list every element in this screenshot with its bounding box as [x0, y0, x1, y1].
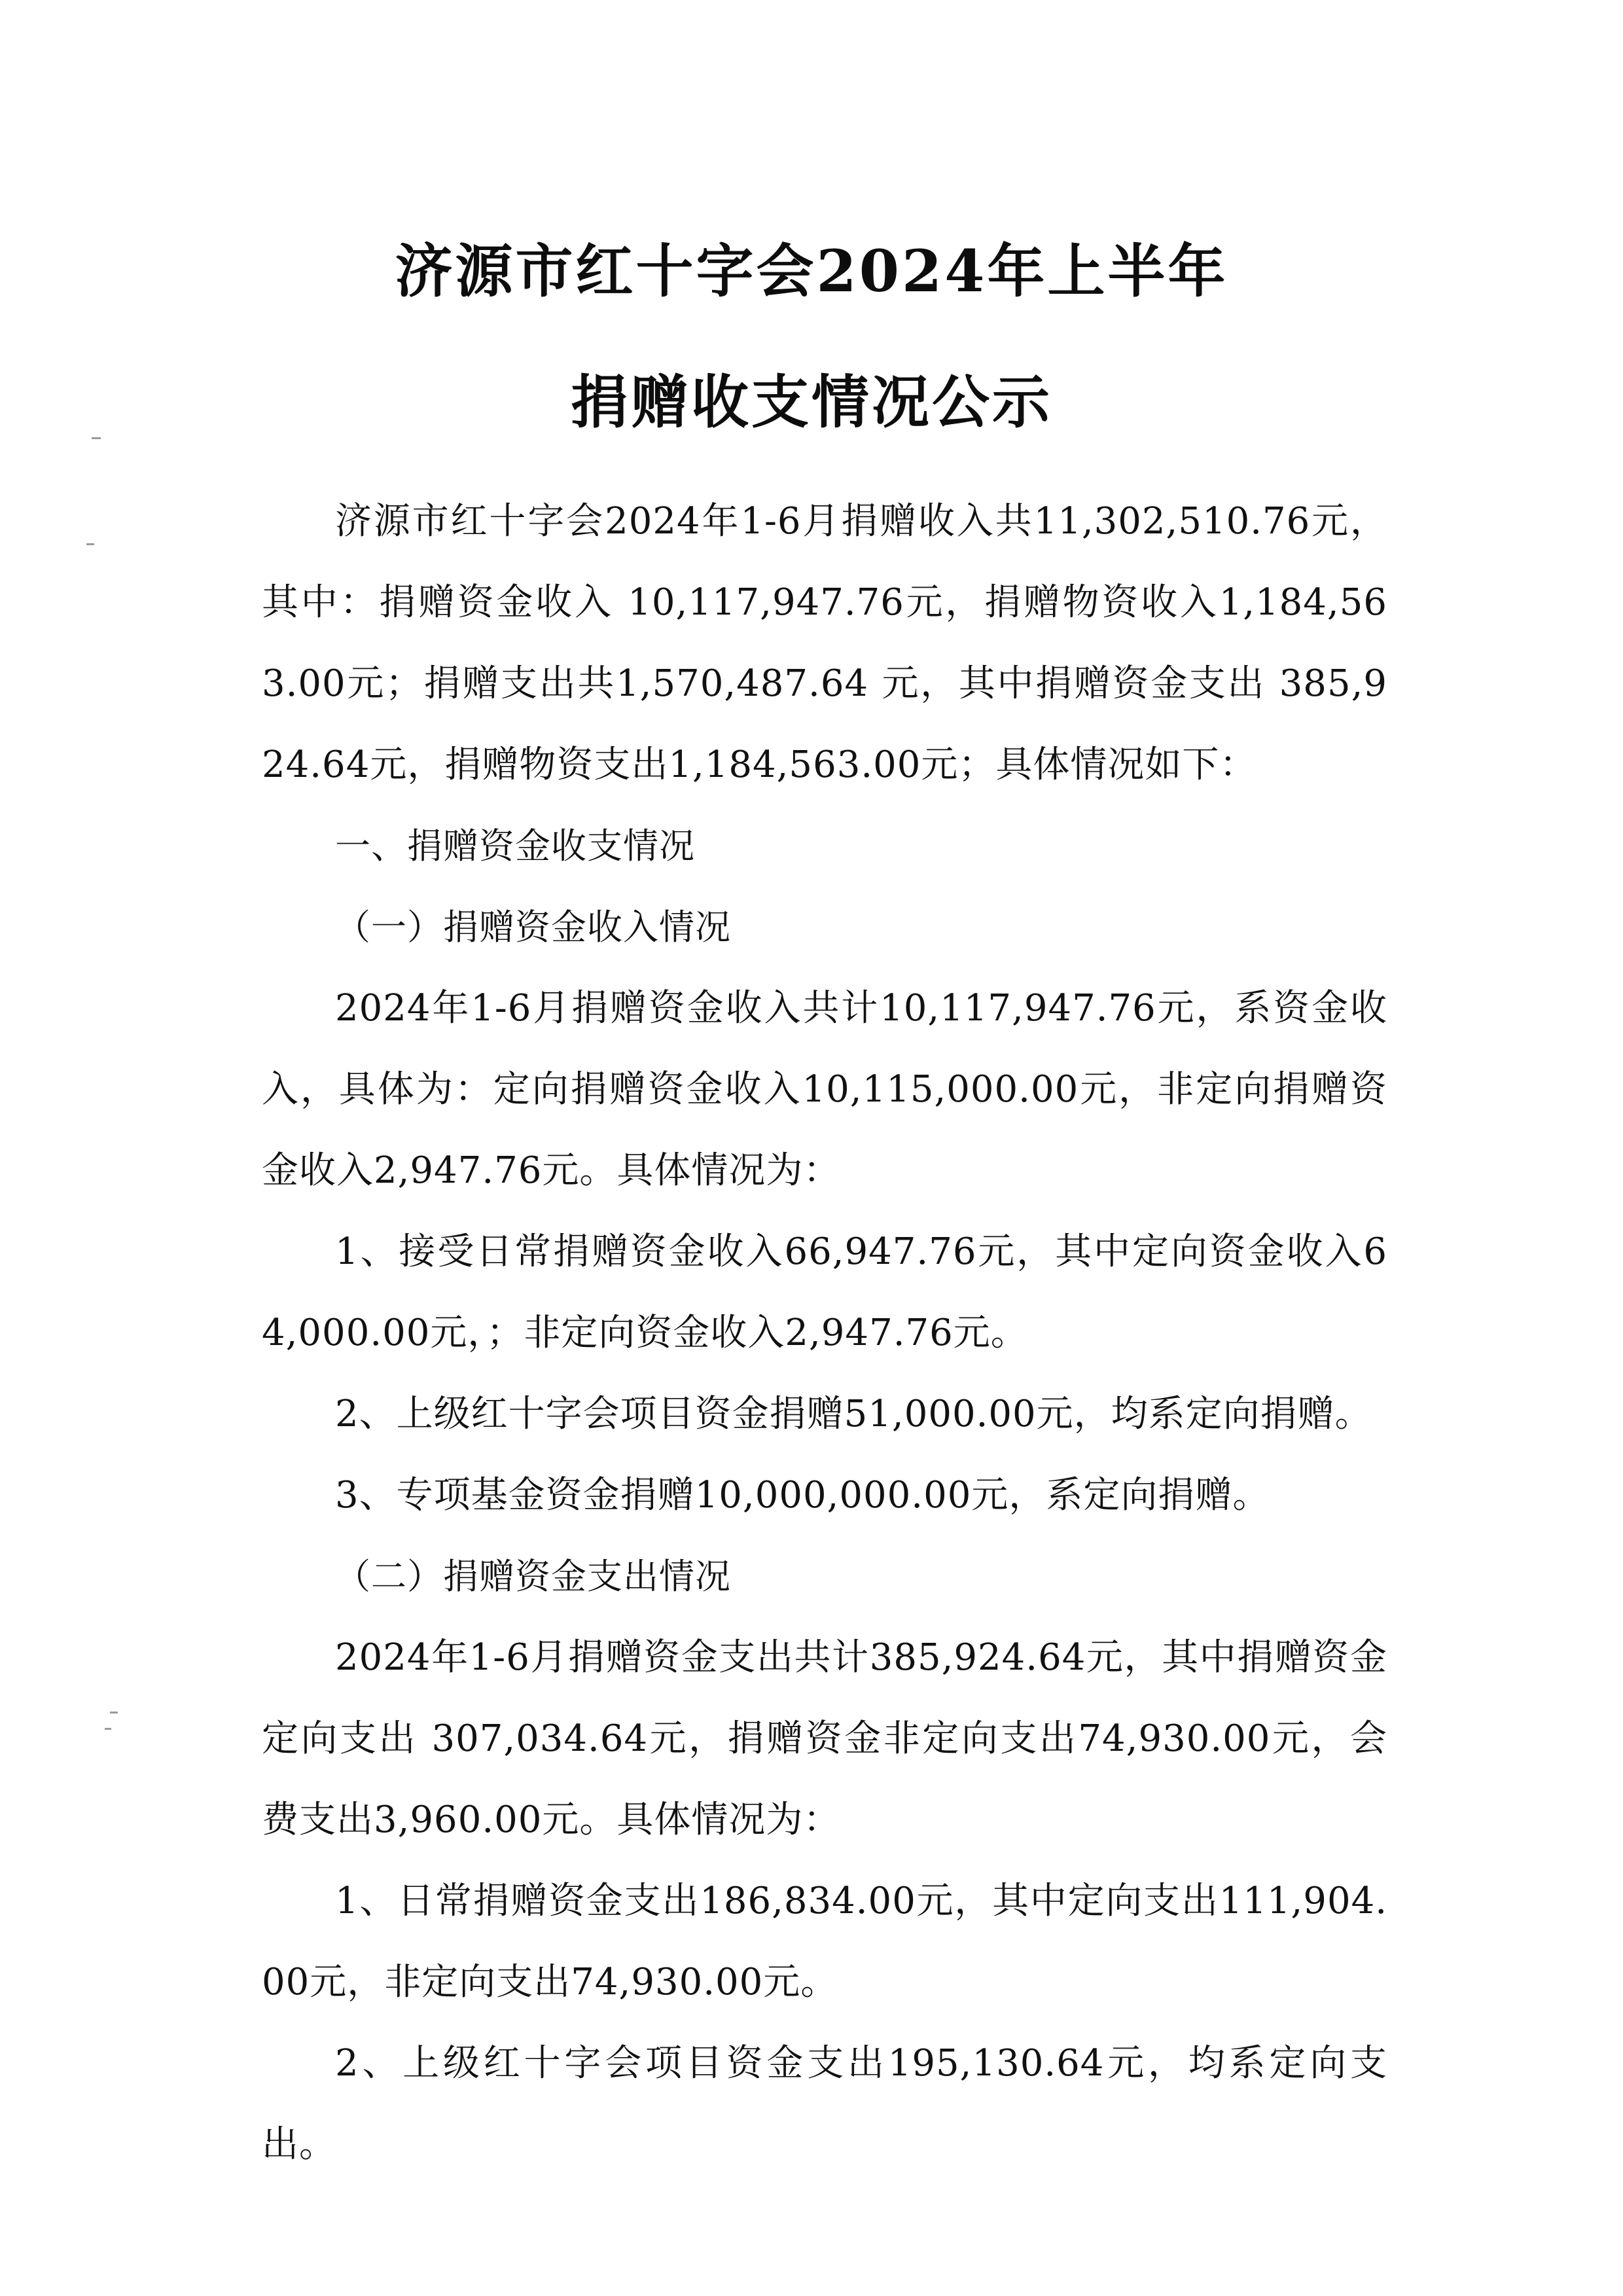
- document-body: [262, 481, 1387, 2185]
- expense-summary-paragraph: 2024年1-6月捐赠资金支出共计385,924.64元，其中捐赠资金定向支出 307,034.64元，捐赠资金非定向支出74,930.00元，会费支出3,960.00元。具体情况为：: [262, 1636, 1387, 1841]
- income-item-1: 1、接受日常捐赠资金收入66,947.76元，其中定向资金收入64,000.00元，；非定向资金收入2,947.76元。: [262, 1230, 1387, 1354]
- scan-speck: [86, 543, 94, 545]
- income-summary-paragraph: 2024年1-6月捐赠资金收入共计10,117,947.76元，系资金收入，具体为：定向捐赠资金收入10,115,000.00元，非定向捐赠资金收入2,947.76元。具体情况为：: [262, 987, 1387, 1192]
- expense-item-2: 2、上级红十字会项目资金支出195,130.64元，均系定向支出。: [262, 2042, 1387, 2166]
- intro-paragraph: 济源市红十字会2024年1-6月捐赠收入共11,302,510.76元，其中：捐赠资金收入 10,117,947.76元，捐赠物资收入1,184,563.00元；捐赠支出共1,570,487.64 元，其中捐赠资金支出 385,924.64元，捐赠物资支出1,184,563.00元；具体情况如下：: [262, 500, 1387, 786]
- document-title-line-2: 捐赠收支情况公示: [570, 368, 1052, 436]
- income-item-2: 2、上级红十字会项目资金捐赠51,000.00元，均系定向捐赠。: [335, 1393, 1372, 1435]
- subsection-1-heading: （一）捐赠资金收入情况: [335, 906, 731, 948]
- scan-speck: [110, 1712, 118, 1713]
- document-title-line-1: 济源市红十字会2024年上半年: [395, 237, 1228, 305]
- section-1-heading: 一、捐赠资金收支情况: [335, 825, 695, 867]
- scan-speck: [105, 1728, 111, 1730]
- income-item-3: 3、专项基金资金捐赠10,000,000.00元，系定向捐赠。: [335, 1474, 1270, 1516]
- scan-speck: [92, 437, 101, 439]
- subsection-2-heading: （二）捐赠资金支出情况: [335, 1556, 731, 1597]
- expense-item-1: 1、日常捐赠资金支出186,834.00元，其中定向支出111,904.00元，非定向支出74,930.00元。: [262, 1880, 1387, 2003]
